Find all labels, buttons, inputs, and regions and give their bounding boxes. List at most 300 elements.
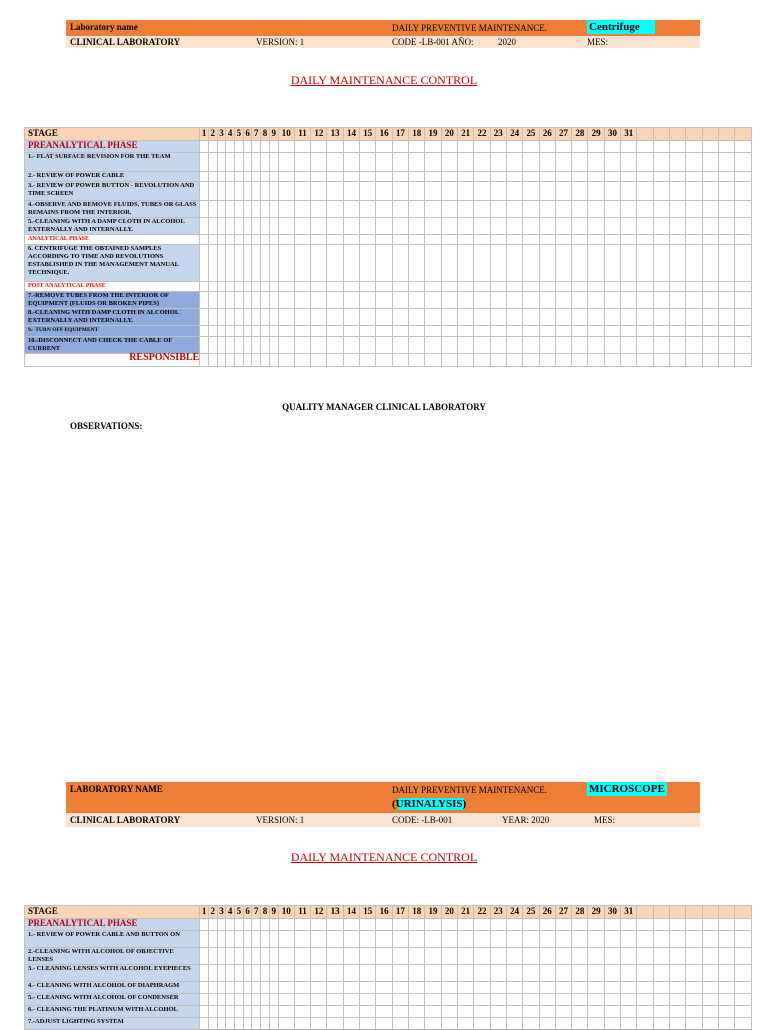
checkbox-cell[interactable]	[572, 919, 588, 931]
checkbox-cell[interactable]	[327, 309, 343, 326]
checkbox-cell[interactable]	[252, 141, 261, 153]
checkbox-cell[interactable]	[269, 141, 278, 153]
checkbox-cell[interactable]	[555, 282, 571, 292]
checkbox-cell[interactable]	[360, 235, 376, 245]
checkbox-cell[interactable]	[441, 326, 457, 337]
checkbox-cell[interactable]	[208, 982, 217, 994]
checkbox-cell[interactable]	[425, 309, 441, 326]
checkbox-cell[interactable]	[311, 201, 327, 218]
checkbox-cell[interactable]	[474, 282, 490, 292]
checkbox-cell[interactable]	[555, 292, 571, 309]
checkbox-cell[interactable]	[343, 218, 359, 235]
checkbox-cell[interactable]	[243, 172, 252, 182]
checkbox-cell[interactable]	[217, 326, 226, 337]
checkbox-cell[interactable]	[588, 201, 604, 218]
checkbox-cell[interactable]	[604, 182, 620, 201]
checkbox-cell[interactable]	[343, 982, 359, 994]
checkbox-cell[interactable]	[539, 1006, 555, 1018]
checkbox-cell[interactable]	[539, 354, 555, 367]
checkbox-cell[interactable]	[457, 292, 473, 309]
checkbox-cell[interactable]	[376, 931, 392, 948]
checkbox-cell[interactable]	[243, 994, 252, 1006]
checkbox-cell[interactable]	[425, 931, 441, 948]
checkbox-cell[interactable]	[441, 948, 457, 965]
checkbox-cell[interactable]	[474, 235, 490, 245]
checkbox-cell[interactable]	[360, 172, 376, 182]
checkbox-cell[interactable]	[555, 994, 571, 1006]
checkbox-cell[interactable]	[200, 931, 209, 948]
checkbox-cell[interactable]	[425, 982, 441, 994]
checkbox-cell[interactable]	[235, 172, 244, 182]
checkbox-cell[interactable]	[425, 326, 441, 337]
checkbox-cell[interactable]	[523, 218, 539, 235]
checkbox-cell[interactable]	[217, 245, 226, 282]
checkbox-cell[interactable]	[208, 218, 217, 235]
checkbox-cell[interactable]	[217, 354, 226, 367]
checkbox-cell[interactable]	[200, 218, 209, 235]
checkbox-cell[interactable]	[621, 326, 637, 337]
checkbox-cell[interactable]	[555, 141, 571, 153]
checkbox-cell[interactable]	[621, 309, 637, 326]
checkbox-cell[interactable]	[208, 931, 217, 948]
checkbox-cell[interactable]	[200, 965, 209, 982]
checkbox-cell[interactable]	[327, 931, 343, 948]
checkbox-cell[interactable]	[360, 141, 376, 153]
checkbox-cell[interactable]	[409, 218, 425, 235]
checkbox-cell[interactable]	[226, 994, 235, 1006]
checkbox-cell[interactable]	[278, 965, 294, 982]
checkbox-cell[interactable]	[226, 235, 235, 245]
checkbox-cell[interactable]	[604, 292, 620, 309]
checkbox-cell[interactable]	[490, 919, 506, 931]
checkbox-cell[interactable]	[311, 235, 327, 245]
checkbox-cell[interactable]	[572, 141, 588, 153]
checkbox-cell[interactable]	[360, 309, 376, 326]
checkbox-cell[interactable]	[441, 965, 457, 982]
checkbox-cell[interactable]	[208, 309, 217, 326]
checkbox-cell[interactable]	[360, 282, 376, 292]
checkbox-cell[interactable]	[360, 182, 376, 201]
checkbox-cell[interactable]	[523, 141, 539, 153]
checkbox-cell[interactable]	[474, 337, 490, 354]
checkbox-cell[interactable]	[217, 965, 226, 982]
checkbox-cell[interactable]	[604, 919, 620, 931]
checkbox-cell[interactable]	[572, 931, 588, 948]
checkbox-cell[interactable]	[343, 201, 359, 218]
checkbox-cell[interactable]	[621, 948, 637, 965]
checkbox-cell[interactable]	[376, 326, 392, 337]
checkbox-cell[interactable]	[474, 201, 490, 218]
checkbox-cell[interactable]	[278, 948, 294, 965]
checkbox-cell[interactable]	[261, 245, 270, 282]
checkbox-cell[interactable]	[523, 245, 539, 282]
checkbox-cell[interactable]	[474, 354, 490, 367]
checkbox-cell[interactable]	[278, 982, 294, 994]
checkbox-cell[interactable]	[588, 326, 604, 337]
checkbox-cell[interactable]	[217, 201, 226, 218]
checkbox-cell[interactable]	[409, 309, 425, 326]
checkbox-cell[interactable]	[327, 292, 343, 309]
checkbox-cell[interactable]	[457, 182, 473, 201]
checkbox-cell[interactable]	[376, 282, 392, 292]
checkbox-cell[interactable]	[555, 1006, 571, 1018]
checkbox-cell[interactable]	[294, 1006, 310, 1018]
checkbox-cell[interactable]	[425, 1006, 441, 1018]
checkbox-cell[interactable]	[441, 141, 457, 153]
checkbox-cell[interactable]	[311, 337, 327, 354]
checkbox-cell[interactable]	[621, 141, 637, 153]
checkbox-cell[interactable]	[269, 235, 278, 245]
checkbox-cell[interactable]	[311, 309, 327, 326]
checkbox-cell[interactable]	[457, 153, 473, 172]
checkbox-cell[interactable]	[506, 309, 522, 326]
checkbox-cell[interactable]	[409, 354, 425, 367]
checkbox-cell[interactable]	[490, 982, 506, 994]
checkbox-cell[interactable]	[490, 182, 506, 201]
checkbox-cell[interactable]	[226, 309, 235, 326]
checkbox-cell[interactable]	[343, 282, 359, 292]
checkbox-cell[interactable]	[392, 282, 408, 292]
checkbox-cell[interactable]	[261, 153, 270, 172]
checkbox-cell[interactable]	[200, 982, 209, 994]
checkbox-cell[interactable]	[506, 218, 522, 235]
checkbox-cell[interactable]	[226, 218, 235, 235]
checkbox-cell[interactable]	[252, 1006, 261, 1018]
checkbox-cell[interactable]	[261, 1006, 270, 1018]
checkbox-cell[interactable]	[235, 141, 244, 153]
checkbox-cell[interactable]	[343, 182, 359, 201]
checkbox-cell[interactable]	[235, 245, 244, 282]
checkbox-cell[interactable]	[294, 172, 310, 182]
checkbox-cell[interactable]	[490, 337, 506, 354]
checkbox-cell[interactable]	[294, 994, 310, 1006]
checkbox-cell[interactable]	[539, 235, 555, 245]
checkbox-cell[interactable]	[588, 919, 604, 931]
checkbox-cell[interactable]	[490, 1006, 506, 1018]
checkbox-cell[interactable]	[588, 1006, 604, 1018]
checkbox-cell[interactable]	[409, 172, 425, 182]
checkbox-cell[interactable]	[523, 182, 539, 201]
checkbox-cell[interactable]	[261, 235, 270, 245]
checkbox-cell[interactable]	[243, 326, 252, 337]
checkbox-cell[interactable]	[294, 982, 310, 994]
checkbox-cell[interactable]	[604, 337, 620, 354]
checkbox-cell[interactable]	[252, 201, 261, 218]
checkbox-cell[interactable]	[392, 141, 408, 153]
checkbox-cell[interactable]	[252, 994, 261, 1006]
checkbox-cell[interactable]	[278, 182, 294, 201]
checkbox-cell[interactable]	[252, 982, 261, 994]
checkbox-cell[interactable]	[376, 919, 392, 931]
checkbox-cell[interactable]	[269, 354, 278, 367]
checkbox-cell[interactable]	[343, 931, 359, 948]
checkbox-cell[interactable]	[604, 235, 620, 245]
checkbox-cell[interactable]	[243, 201, 252, 218]
checkbox-cell[interactable]	[409, 948, 425, 965]
checkbox-cell[interactable]	[360, 919, 376, 931]
checkbox-cell[interactable]	[343, 309, 359, 326]
checkbox-cell[interactable]	[208, 141, 217, 153]
checkbox-cell[interactable]	[604, 172, 620, 182]
checkbox-cell[interactable]	[376, 182, 392, 201]
checkbox-cell[interactable]	[327, 326, 343, 337]
checkbox-cell[interactable]	[208, 245, 217, 282]
checkbox-cell[interactable]	[261, 948, 270, 965]
checkbox-cell[interactable]	[235, 994, 244, 1006]
checkbox-cell[interactable]	[243, 235, 252, 245]
checkbox-cell[interactable]	[523, 354, 539, 367]
checkbox-cell[interactable]	[269, 182, 278, 201]
checkbox-cell[interactable]	[523, 931, 539, 948]
checkbox-cell[interactable]	[343, 337, 359, 354]
checkbox-cell[interactable]	[490, 931, 506, 948]
checkbox-cell[interactable]	[252, 245, 261, 282]
checkbox-cell[interactable]	[506, 292, 522, 309]
checkbox-cell[interactable]	[506, 919, 522, 931]
checkbox-cell[interactable]	[392, 235, 408, 245]
checkbox-cell[interactable]	[343, 354, 359, 367]
checkbox-cell[interactable]	[243, 919, 252, 931]
checkbox-cell[interactable]	[278, 153, 294, 172]
checkbox-cell[interactable]	[235, 309, 244, 326]
checkbox-cell[interactable]	[425, 141, 441, 153]
checkbox-cell[interactable]	[457, 948, 473, 965]
checkbox-cell[interactable]	[294, 931, 310, 948]
checkbox-cell[interactable]	[327, 965, 343, 982]
checkbox-cell[interactable]	[474, 965, 490, 982]
checkbox-cell[interactable]	[376, 1006, 392, 1018]
checkbox-cell[interactable]	[523, 282, 539, 292]
checkbox-cell[interactable]	[208, 919, 217, 931]
checkbox-cell[interactable]	[294, 292, 310, 309]
checkbox-cell[interactable]	[269, 931, 278, 948]
checkbox-cell[interactable]	[490, 245, 506, 282]
checkbox-cell[interactable]	[506, 201, 522, 218]
checkbox-cell[interactable]	[278, 354, 294, 367]
checkbox-cell[interactable]	[588, 354, 604, 367]
checkbox-cell[interactable]	[360, 354, 376, 367]
checkbox-cell[interactable]	[200, 235, 209, 245]
checkbox-cell[interactable]	[278, 218, 294, 235]
checkbox-cell[interactable]	[269, 282, 278, 292]
checkbox-cell[interactable]	[572, 326, 588, 337]
checkbox-cell[interactable]	[441, 153, 457, 172]
checkbox-cell[interactable]	[604, 354, 620, 367]
checkbox-cell[interactable]	[327, 282, 343, 292]
checkbox-cell[interactable]	[572, 245, 588, 282]
checkbox-cell[interactable]	[539, 141, 555, 153]
checkbox-cell[interactable]	[588, 172, 604, 182]
checkbox-cell[interactable]	[441, 994, 457, 1006]
checkbox-cell[interactable]	[539, 919, 555, 931]
checkbox-cell[interactable]	[572, 153, 588, 172]
checkbox-cell[interactable]	[572, 982, 588, 994]
checkbox-cell[interactable]	[474, 309, 490, 326]
checkbox-cell[interactable]	[621, 172, 637, 182]
checkbox-cell[interactable]	[490, 948, 506, 965]
checkbox-cell[interactable]	[311, 994, 327, 1006]
checkbox-cell[interactable]	[327, 182, 343, 201]
checkbox-cell[interactable]	[278, 1006, 294, 1018]
checkbox-cell[interactable]	[490, 201, 506, 218]
checkbox-cell[interactable]	[343, 141, 359, 153]
checkbox-cell[interactable]	[376, 141, 392, 153]
checkbox-cell[interactable]	[425, 235, 441, 245]
checkbox-cell[interactable]	[425, 919, 441, 931]
checkbox-cell[interactable]	[252, 919, 261, 931]
checkbox-cell[interactable]	[441, 354, 457, 367]
checkbox-cell[interactable]	[226, 919, 235, 931]
checkbox-cell[interactable]	[441, 309, 457, 326]
checkbox-cell[interactable]	[252, 931, 261, 948]
checkbox-cell[interactable]	[457, 354, 473, 367]
checkbox-cell[interactable]	[243, 931, 252, 948]
checkbox-cell[interactable]	[294, 326, 310, 337]
checkbox-cell[interactable]	[226, 337, 235, 354]
checkbox-cell[interactable]	[208, 153, 217, 172]
checkbox-cell[interactable]	[457, 1006, 473, 1018]
checkbox-cell[interactable]	[252, 282, 261, 292]
checkbox-cell[interactable]	[539, 994, 555, 1006]
checkbox-cell[interactable]	[555, 201, 571, 218]
checkbox-cell[interactable]	[474, 948, 490, 965]
checkbox-cell[interactable]	[376, 309, 392, 326]
checkbox-cell[interactable]	[226, 172, 235, 182]
checkbox-cell[interactable]	[588, 245, 604, 282]
checkbox-cell[interactable]	[441, 919, 457, 931]
checkbox-cell[interactable]	[311, 931, 327, 948]
checkbox-cell[interactable]	[604, 965, 620, 982]
checkbox-cell[interactable]	[621, 245, 637, 282]
checkbox-cell[interactable]	[243, 337, 252, 354]
checkbox-cell[interactable]	[555, 153, 571, 172]
checkbox-cell[interactable]	[409, 235, 425, 245]
checkbox-cell[interactable]	[474, 182, 490, 201]
checkbox-cell[interactable]	[474, 931, 490, 948]
checkbox-cell[interactable]	[523, 982, 539, 994]
checkbox-cell[interactable]	[441, 172, 457, 182]
checkbox-cell[interactable]	[294, 965, 310, 982]
checkbox-cell[interactable]	[311, 354, 327, 367]
checkbox-cell[interactable]	[208, 337, 217, 354]
checkbox-cell[interactable]	[621, 354, 637, 367]
checkbox-cell[interactable]	[278, 326, 294, 337]
checkbox-cell[interactable]	[604, 218, 620, 235]
checkbox-cell[interactable]	[243, 182, 252, 201]
checkbox-cell[interactable]	[376, 337, 392, 354]
checkbox-cell[interactable]	[327, 354, 343, 367]
checkbox-cell[interactable]	[360, 201, 376, 218]
checkbox-cell[interactable]	[200, 282, 209, 292]
checkbox-cell[interactable]	[360, 218, 376, 235]
checkbox-cell[interactable]	[392, 965, 408, 982]
checkbox-cell[interactable]	[226, 948, 235, 965]
checkbox-cell[interactable]	[604, 153, 620, 172]
checkbox-cell[interactable]	[261, 326, 270, 337]
checkbox-cell[interactable]	[474, 172, 490, 182]
checkbox-cell[interactable]	[327, 153, 343, 172]
checkbox-cell[interactable]	[376, 354, 392, 367]
checkbox-cell[interactable]	[588, 948, 604, 965]
checkbox-cell[interactable]	[588, 282, 604, 292]
checkbox-cell[interactable]	[376, 201, 392, 218]
checkbox-cell[interactable]	[261, 182, 270, 201]
checkbox-cell[interactable]	[457, 931, 473, 948]
checkbox-cell[interactable]	[490, 282, 506, 292]
checkbox-cell[interactable]	[572, 948, 588, 965]
checkbox-cell[interactable]	[392, 153, 408, 172]
checkbox-cell[interactable]	[278, 931, 294, 948]
checkbox-cell[interactable]	[294, 282, 310, 292]
checkbox-cell[interactable]	[327, 994, 343, 1006]
checkbox-cell[interactable]	[539, 326, 555, 337]
checkbox-cell[interactable]	[235, 982, 244, 994]
checkbox-cell[interactable]	[474, 245, 490, 282]
checkbox-cell[interactable]	[409, 153, 425, 172]
checkbox-cell[interactable]	[604, 201, 620, 218]
checkbox-cell[interactable]	[376, 292, 392, 309]
checkbox-cell[interactable]	[269, 1006, 278, 1018]
checkbox-cell[interactable]	[425, 201, 441, 218]
checkbox-cell[interactable]	[360, 1006, 376, 1018]
checkbox-cell[interactable]	[278, 201, 294, 218]
checkbox-cell[interactable]	[252, 292, 261, 309]
checkbox-cell[interactable]	[457, 965, 473, 982]
checkbox-cell[interactable]	[572, 994, 588, 1006]
checkbox-cell[interactable]	[343, 994, 359, 1006]
checkbox-cell[interactable]	[243, 282, 252, 292]
checkbox-cell[interactable]	[208, 282, 217, 292]
checkbox-cell[interactable]	[523, 292, 539, 309]
checkbox-cell[interactable]	[506, 965, 522, 982]
checkbox-cell[interactable]	[269, 153, 278, 172]
checkbox-cell[interactable]	[523, 235, 539, 245]
checkbox-cell[interactable]	[392, 354, 408, 367]
checkbox-cell[interactable]	[208, 201, 217, 218]
checkbox-cell[interactable]	[523, 201, 539, 218]
checkbox-cell[interactable]	[441, 337, 457, 354]
checkbox-cell[interactable]	[621, 218, 637, 235]
checkbox-cell[interactable]	[343, 292, 359, 309]
checkbox-cell[interactable]	[261, 218, 270, 235]
checkbox-cell[interactable]	[539, 218, 555, 235]
checkbox-cell[interactable]	[243, 153, 252, 172]
checkbox-cell[interactable]	[235, 354, 244, 367]
checkbox-cell[interactable]	[294, 245, 310, 282]
checkbox-cell[interactable]	[343, 1006, 359, 1018]
checkbox-cell[interactable]	[425, 354, 441, 367]
checkbox-cell[interactable]	[555, 965, 571, 982]
checkbox-cell[interactable]	[621, 282, 637, 292]
checkbox-cell[interactable]	[523, 337, 539, 354]
checkbox-cell[interactable]	[523, 948, 539, 965]
checkbox-cell[interactable]	[490, 292, 506, 309]
checkbox-cell[interactable]	[343, 172, 359, 182]
checkbox-cell[interactable]	[226, 292, 235, 309]
checkbox-cell[interactable]	[441, 282, 457, 292]
checkbox-cell[interactable]	[311, 153, 327, 172]
checkbox-cell[interactable]	[409, 245, 425, 282]
checkbox-cell[interactable]	[343, 245, 359, 282]
checkbox-cell[interactable]	[506, 245, 522, 282]
checkbox-cell[interactable]	[294, 354, 310, 367]
checkbox-cell[interactable]	[555, 245, 571, 282]
checkbox-cell[interactable]	[208, 326, 217, 337]
checkbox-cell[interactable]	[457, 235, 473, 245]
checkbox-cell[interactable]	[376, 948, 392, 965]
checkbox-cell[interactable]	[392, 948, 408, 965]
checkbox-cell[interactable]	[226, 245, 235, 282]
